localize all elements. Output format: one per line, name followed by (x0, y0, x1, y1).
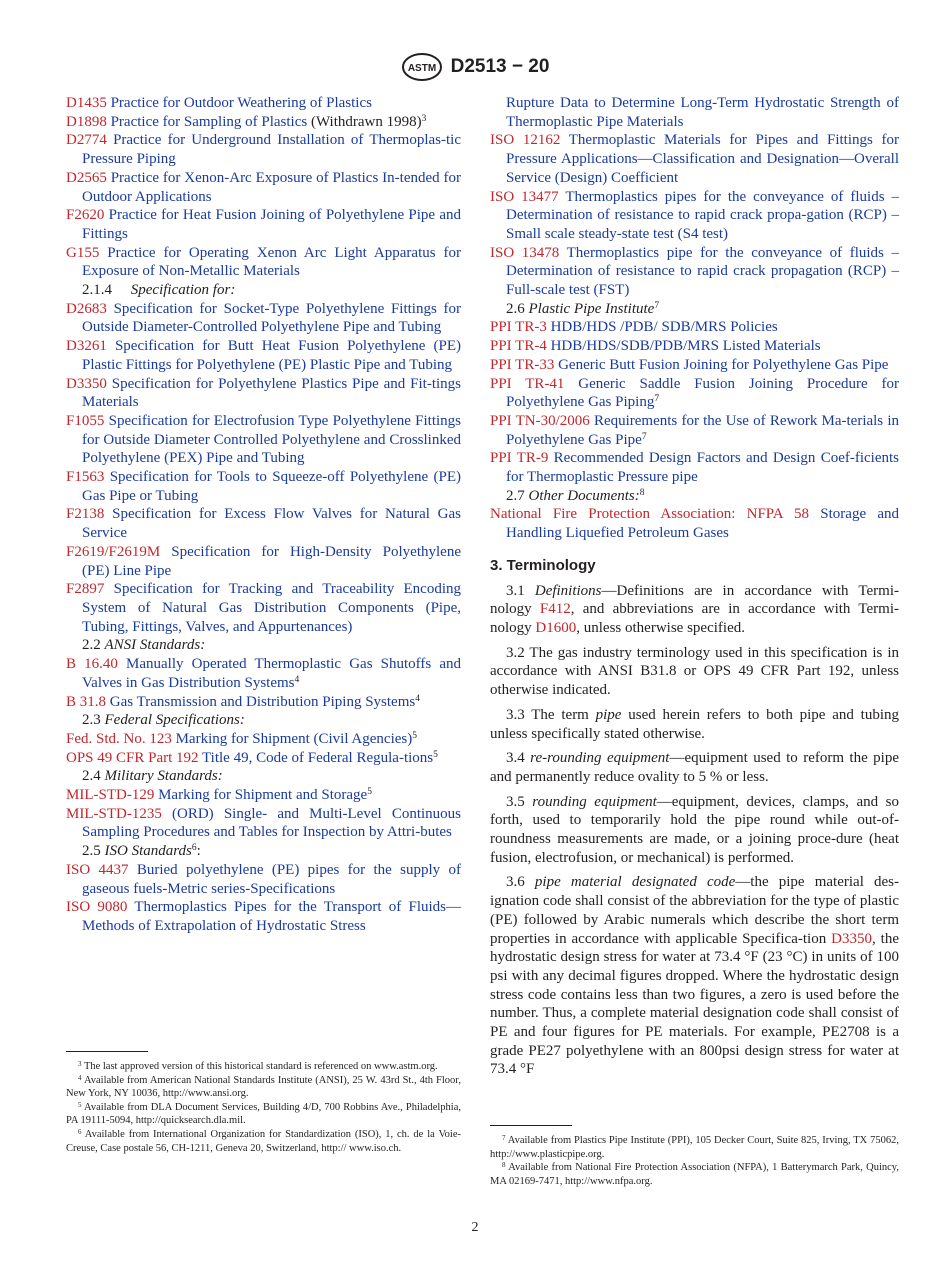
reference-code-link[interactable]: D1435 (66, 95, 107, 111)
reference-code-link[interactable]: PPI TR-3 (490, 319, 547, 336)
footnote (66, 1074, 461, 1101)
footnote-marker: 7 (654, 300, 660, 311)
reference-title-link[interactable]: Marking for Shipment and Storage (158, 787, 368, 804)
subsection-label: Federal Specifications: (104, 712, 245, 729)
reference-item (490, 505, 899, 542)
reference-title-link[interactable]: Manually Operated Thermoplastic Gas Shutoffs and Valves in Gas Distribution Systems (82, 656, 462, 691)
para-3-4: 3.4 re-rounding equipment—equipment used to reform the pipe and permanently reduce ovality to 5 % or less. (490, 750, 899, 785)
para-3-5: 3.5 rounding equipment—equipment, devices, clamps, and so forth, used to temporarily hold the pipe round while out-of-roundness measurements are made, or a joining proce-dure (heat fusion, electrofusion, or mechanical) is performed. (490, 793, 899, 866)
ref-link-d3350[interactable]: D3350 (831, 930, 872, 947)
reference-title-link[interactable]: Practice for Outdoor Weathering of Plastics (110, 95, 372, 111)
reference-code-link[interactable]: F2138 (66, 506, 105, 523)
subsection-heading (66, 767, 461, 786)
reference-code-link[interactable]: D2774 (66, 132, 107, 149)
reference-code-link[interactable]: Fed. Std. No. 123 (66, 730, 172, 747)
reference-code-link[interactable]: ISO 12162 (490, 132, 561, 149)
reference-item (490, 337, 899, 356)
para-3-2: 3.2 The gas industry terminology used in this specification is in accordance with ANSI B31.8 or OPS 49 CFR Part 192, unless otherwise indicated. (490, 644, 899, 699)
right-column (490, 94, 899, 1085)
footnote-marker: 4 (294, 674, 300, 685)
reference-title-link[interactable]: Specification for High-Density Polyethylene (PE) Line Pipe (82, 543, 461, 579)
reference-item (66, 543, 461, 580)
footnote (66, 1060, 461, 1074)
footnote-marker: 6 (191, 843, 197, 854)
reference-code-link[interactable]: PPI TR-41 (490, 375, 565, 392)
footnote-marker: 5 (367, 787, 372, 798)
reference-code-link[interactable]: MIL-STD-129 (66, 787, 155, 804)
footnote-marker: 4 (415, 693, 420, 704)
footnote-text: Available from American National Standards Institute (ANSI), 25 W. 43rd St., 4th Floor, New York, NY 10036, http://www.ansi.org. (66, 1074, 461, 1100)
ref-link-f412[interactable]: F412 (539, 601, 571, 618)
reference-code-link[interactable]: F2620 (66, 207, 105, 224)
reference-code-link[interactable]: D1898 (66, 113, 107, 130)
reference-title-link[interactable]: Generic Saddle Fusion Joining Procedure for Polyethylene Gas Piping (506, 375, 900, 411)
subsection-suffix: : (196, 843, 201, 860)
subsection-label: ANSI Standards: (104, 637, 206, 654)
reference-item (66, 749, 461, 768)
reference-item (66, 412, 461, 468)
footnote-marker: 8 (639, 487, 645, 498)
reference-title-link[interactable]: Gas Transmission and Distribution Piping Systems (109, 693, 416, 710)
footnote-number: 5 (78, 1100, 82, 1109)
reference-code-link[interactable]: D2565 (66, 169, 107, 186)
reference-title-link[interactable]: Practice for Underground Installation of Thermoplas-tic Pressure Piping (82, 132, 461, 168)
footnote (66, 1128, 461, 1155)
para-3-1: 3.1 Definitions—Definitions are in accordance with Termi-nology F412, and abbreviations are in accordance with Termi-nology D1600, unless otherwise specified. (490, 582, 899, 636)
footnote-number: 8 (502, 1161, 506, 1170)
reference-title-link[interactable]: Specification for Polyethylene Plastics Pipe and Fit-tings Materials (82, 375, 462, 411)
reference-code-link[interactable]: F2897 (66, 581, 105, 598)
footnote-marker: 5 (433, 749, 438, 760)
subsection-number: 2.4 (82, 768, 101, 785)
reference-code-link[interactable]: PPI TR-9 (490, 450, 549, 467)
reference-title-link[interactable]: Thermoplastics pipes for the conveyance of fluids – Determination of resistance to rapid crack propa-gation (RCP) – Small scale steady-state test (S4 test) (506, 188, 900, 242)
left-column (66, 94, 461, 936)
reference-item (490, 375, 899, 412)
ref-link-d1600[interactable]: D1600 (535, 619, 577, 636)
reference-item (66, 693, 461, 712)
reference-item (66, 244, 461, 281)
footnote-number: 6 (78, 1127, 82, 1136)
footnote-marker: 7 (641, 431, 647, 442)
reference-code-link[interactable]: B 16.40 (66, 656, 118, 673)
reference-code-link[interactable]: F1055 (66, 412, 105, 429)
page-number: 2 (471, 1220, 479, 1235)
footnote-number: 3 (78, 1060, 82, 1068)
reference-code-link[interactable]: ISO 13478 (490, 244, 560, 261)
subsection-number: 2.1.4 (82, 282, 112, 299)
reference-code-link[interactable]: PPI TR-33 (490, 356, 555, 373)
subsection-label: ISO Standards (104, 843, 192, 860)
reference-title-link[interactable]: Rupture Data to Determine Long-Term Hydrostatic Strength of Thermoplastic Pipe Materials (506, 95, 899, 130)
subsection-number: 2.5 (82, 843, 101, 860)
footnotes-right (490, 1134, 899, 1188)
reference-title-link[interactable]: Requirements for the Use of Rework Ma-terials in Polyethylene Gas Pipe (506, 412, 900, 448)
reference-item (66, 113, 461, 132)
reference-item (66, 730, 461, 749)
reference-item (490, 318, 899, 337)
reference-title-link[interactable]: Title 49, Code of Federal Regula-tions (202, 749, 434, 766)
reference-item (490, 244, 899, 300)
reference-title-link[interactable]: Thermoplastics pipe for the conveyance of fluids – Determination of resistance to rapid crack propagation (RCP) – Full-scale test (FST) (506, 244, 899, 299)
subsection-heading (490, 300, 899, 319)
reference-item (66, 169, 461, 206)
reference-item (490, 449, 899, 486)
reference-note: (Withdrawn 1998) (310, 113, 422, 130)
subsection-heading (66, 842, 461, 861)
subsection-number: 2.7 (506, 487, 525, 504)
subsection-number: 2.2 (82, 637, 101, 654)
footnote-text: Available from International Organization for Standardization (ISO), 1, ch. de la Voie-Creuse, Case postale 56, CH-1211, Geneva 20, Switzerland, http:// www.iso.ch. (66, 1128, 462, 1154)
reference-item (66, 300, 461, 337)
footnote-marker: 5 (412, 730, 417, 741)
reference-title-link[interactable]: Thermoplastics Pipes for the Transport of Fluids—Methods of Extrapolation of Hydrostatic Stress (82, 899, 461, 934)
reference-title-link[interactable]: HDB/HDS /PDB/ SDB/MRS Policies (550, 319, 778, 336)
footnote (490, 1161, 899, 1188)
reference-code-link[interactable]: MIL-STD-1235 (66, 805, 162, 822)
reference-title-link[interactable]: HDB/HDS/SDB/PDB/MRS Listed Materials (550, 338, 821, 355)
para-3-6: 3.6 pipe material designated code—the pipe material des-ignation code shall consist of the abbreviation for the type of plastic (PE) followed by Arabic numerals which describe the short term properties in accordance with applicable Specifica-tion D3350, the hydrostatic design stress for water at 73.4 °F (23 °C) in units of 100 psi with any decimal figures dropped. Where the hydrostatic design stress code contains less than two figures, a zero is used before the number. Thus, a complete material designation code shall consist of PE and four figures for PE materials. For example, PE2708 is a grade PE27 polyethylene with an 800psi design stress for water at 73.4 °F (490, 874, 900, 1078)
footnote-rule-left (66, 1051, 148, 1052)
reference-code-link[interactable]: PPI TN-30/2006 (490, 412, 590, 429)
reference-title-link[interactable]: Specification for Excess Flow Valves for Natural Gas Service (82, 506, 462, 542)
right-reference-list (490, 94, 899, 543)
subsection-label: Specification for: (130, 282, 236, 299)
subsection-heading (66, 711, 461, 730)
footnote-text: The last approved version of this historical standard is referenced on www.astm.org. (83, 1061, 438, 1072)
reference-code-link[interactable]: D2683 (66, 300, 107, 317)
reference-item (66, 861, 461, 898)
reference-code-link[interactable]: ISO 9080 (66, 899, 128, 916)
reference-item (490, 412, 899, 449)
reference-item (66, 898, 461, 935)
reference-item (66, 375, 461, 412)
para-3-3: 3.3 The term pipe used herein refers to both pipe and tubing unless specifically stated otherwise. (490, 706, 899, 742)
reference-code-link[interactable]: B 31.8 (66, 693, 107, 710)
subsection-label: Other Documents: (528, 487, 640, 504)
subsection-label: Military Standards: (104, 768, 223, 785)
reference-title-link[interactable]: Generic Butt Fusion Joining for Polyethylene Gas Pipe (558, 356, 889, 373)
reference-title-link[interactable]: Marking for Shipment (Civil Agencies) (175, 730, 413, 747)
svg-text:ASTM: ASTM (407, 63, 436, 74)
reference-item (66, 131, 461, 168)
reference-item (66, 655, 461, 692)
reference-title-link[interactable]: Practice for Operating Xenon Arc Light Apparatus for Exposure of Non-Metallic Materials (82, 244, 462, 280)
reference-code-link[interactable]: F2619/F2619M (66, 543, 161, 560)
footnote-text: Available from National Fire Protection Association (NFPA), 1 Batterymarch Park, Quincy, MA 02169-7471, http://www.nfpa.org. (490, 1162, 900, 1187)
reference-code-link[interactable]: G155 (66, 244, 100, 261)
reference-title-link[interactable]: Specification for Socket-Type Polyethylene Fittings for Outside Diameter-Controlled Polyethylene Pipe and Tubing (82, 300, 461, 336)
reference-title-link[interactable]: Specification for Butt Heat Fusion Polyethylene (PE) Plastic Fittings for Polyethylene (PE) Plastic Pipe and Tubing (82, 338, 461, 373)
footnote-rule-right (490, 1125, 572, 1126)
reference-code-link[interactable]: D3350 (66, 375, 107, 392)
footnotes-left (66, 1060, 461, 1155)
reference-code-link[interactable]: D3261 (66, 338, 107, 355)
reference-item (66, 786, 461, 805)
reference-item (66, 206, 461, 243)
reference-item (66, 505, 461, 542)
reference-item (490, 356, 899, 375)
footnote-text: Available from Plastics Pipe Institute (PPI), 105 Decker Court, Suite 825, Irving, TX 75062, http://www.plasticpipe.org. (490, 1135, 900, 1160)
subsection-heading (66, 281, 461, 300)
reference-code-link[interactable]: ISO 13477 (490, 188, 559, 205)
reference-code-link[interactable]: PPI TR-4 (490, 338, 547, 355)
footnote-marker: 3 (421, 113, 427, 124)
reference-item (66, 580, 461, 636)
subsection-number: 2.6 (506, 300, 525, 317)
subsection-number: 2.3 (82, 712, 101, 729)
subsection-heading (66, 636, 461, 655)
page-header (0, 52, 950, 82)
reference-title-link[interactable]: (ORD) Single- and Multi-Level Continuous Sampling Procedures and Tables for Inspection by Attri-butes (82, 805, 461, 841)
footnote (66, 1101, 461, 1128)
reference-item (66, 94, 461, 113)
astm-logo-icon (401, 52, 443, 82)
reference-item (66, 468, 461, 505)
reference-item (66, 337, 461, 374)
reference-title-link[interactable]: Practice for Xenon-Arc Exposure of Plastics In-tended for Outdoor Applications (82, 169, 461, 205)
subsection-heading (490, 487, 899, 506)
section-heading-terminology: 3. Terminology (490, 556, 596, 574)
reference-title-link[interactable]: Storage and Handling Liquefied Petroleum Gases (506, 506, 900, 542)
footnote (490, 1134, 899, 1161)
reference-code-link[interactable]: OPS 49 CFR Part 192 (66, 749, 199, 766)
footnote-marker: 7 (654, 394, 660, 405)
designation-title: D2513 − 20 (450, 56, 550, 77)
footnote-text: Available from DLA Document Services, Building 4/D, 700 Robbins Ave., Philadelphia, PA 19111-5094, http://quicksearch.dla.mil. (66, 1101, 461, 1127)
reference-title-link[interactable]: Specification for Tools to Squeeze-off Polyethylene (PE) Gas Pipe or Tubing (82, 469, 461, 504)
footnote-number: 4 (78, 1073, 82, 1082)
reference-item (66, 805, 461, 842)
reference-item (490, 188, 899, 244)
reference-title-link[interactable]: Buried polyethylene (PE) pipes for the supply of gaseous fuels-Metric series-Specifications (82, 861, 462, 897)
reference-title-link[interactable]: Practice for Heat Fusion Joining of Polyethylene Pipe and Fittings (82, 207, 461, 242)
reference-title-link[interactable]: Specification for Tracking and Traceability Encoding System of Natural Gas Distribution Components (Pipe, Tubing, Fittings, Valves, and Appurtenances) (82, 581, 461, 635)
reference-title-link[interactable]: Practice for Sampling of Plastics (110, 113, 308, 130)
reference-title-link[interactable]: Specification for Electrofusion Type Polyethylene Fittings for Outside Diameter Controlled Polyethylene and Crosslinked Polyethylene (PEX) Pipe and Tubing (82, 412, 462, 467)
reference-code-link[interactable]: F1563 (66, 469, 105, 486)
reference-item (490, 131, 899, 187)
reference-title-link[interactable]: Thermoplastic Materials for Pipes and Fittings for Pressure Applications—Classification and Designation—Overall Service (Design) Coefficient (506, 132, 900, 186)
reference-code-link[interactable]: ISO 4437 (66, 861, 129, 878)
reference-item (490, 94, 899, 131)
reference-code-link[interactable]: National Fire Protection Association: NFPA 58 (490, 506, 810, 523)
footnote-number: 7 (502, 1134, 506, 1142)
subsection-label: Plastic Pipe Institute (528, 300, 655, 317)
reference-title-link[interactable]: Recommended Design Factors and Design Coef-ficients for Thermoplastic Pressure pipe (506, 450, 899, 486)
